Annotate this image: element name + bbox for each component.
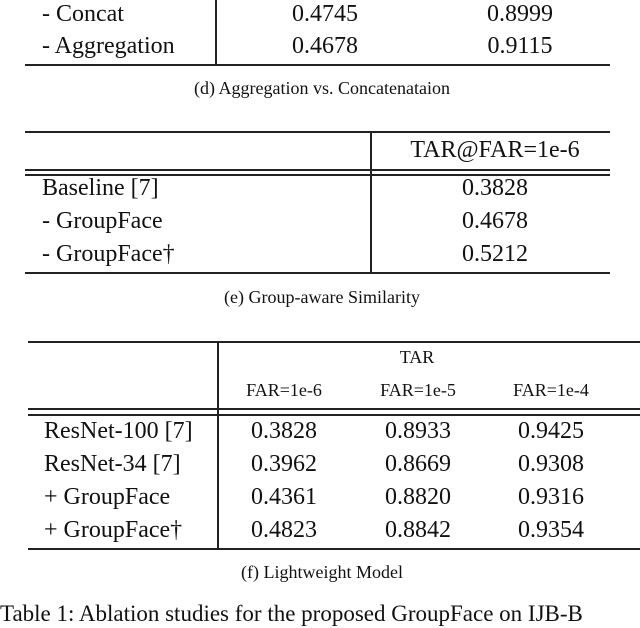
top-rule [28, 341, 640, 343]
cell: 0.9115 [487, 33, 553, 59]
subheader: FAR=1e-4 [513, 380, 589, 400]
subheader: FAR=1e-6 [246, 380, 322, 400]
cell: 0.3828 [462, 175, 528, 201]
caption-f: (f) Lightweight Model [241, 562, 403, 582]
top-rule [25, 131, 610, 133]
cell: 0.3828 [251, 418, 317, 444]
row-label: Baseline [7] [42, 175, 159, 201]
cell: 0.8820 [385, 484, 451, 510]
column-header: TAR@FAR=1e-6 [410, 137, 580, 163]
cell: 0.8669 [385, 451, 451, 477]
cell: 0.4361 [251, 484, 317, 510]
cell: 0.8999 [487, 1, 553, 27]
cell: 0.5212 [462, 241, 528, 267]
cell: 0.9425 [518, 418, 584, 444]
row-label: + GroupFace [44, 484, 171, 510]
row-label: - Concat [42, 1, 124, 27]
cell: 0.3962 [251, 451, 317, 477]
cell: 0.8933 [385, 418, 451, 444]
column-header: TAR [399, 347, 435, 367]
cell: 0.8842 [385, 517, 451, 543]
bottom-rule [28, 548, 640, 550]
table-caption: Table 1: Ablation studies for the proposed GroupFace on IJB-B [0, 601, 583, 626]
cell: 0.4678 [462, 208, 528, 234]
column-divider [217, 341, 219, 548]
header-rule [25, 169, 610, 171]
caption-e: (e) Group-aware Similarity [224, 287, 420, 307]
column-divider [370, 131, 372, 272]
row-label: - Aggregation [42, 33, 175, 59]
row-label: ResNet-100 [7] [44, 418, 193, 444]
row-label: - GroupFace† [42, 241, 175, 267]
row-label: + GroupFace† [44, 517, 183, 543]
cell: 0.4678 [292, 33, 358, 59]
bottom-rule [25, 64, 610, 66]
header-rule [28, 408, 640, 410]
subheader: FAR=1e-5 [380, 380, 456, 400]
cell: 0.9308 [518, 451, 584, 477]
cell: 0.4823 [251, 517, 317, 543]
header-rule [28, 414, 640, 416]
row-label: - GroupFace [42, 208, 163, 234]
column-divider [215, 0, 217, 64]
cell: 0.9354 [518, 517, 584, 543]
row-label: ResNet-34 [7] [44, 451, 181, 477]
bottom-rule [25, 272, 610, 274]
caption-d: (d) Aggregation vs. Concatenataion [194, 78, 450, 98]
cell: 0.4745 [292, 1, 358, 27]
cell: 0.9316 [518, 484, 584, 510]
